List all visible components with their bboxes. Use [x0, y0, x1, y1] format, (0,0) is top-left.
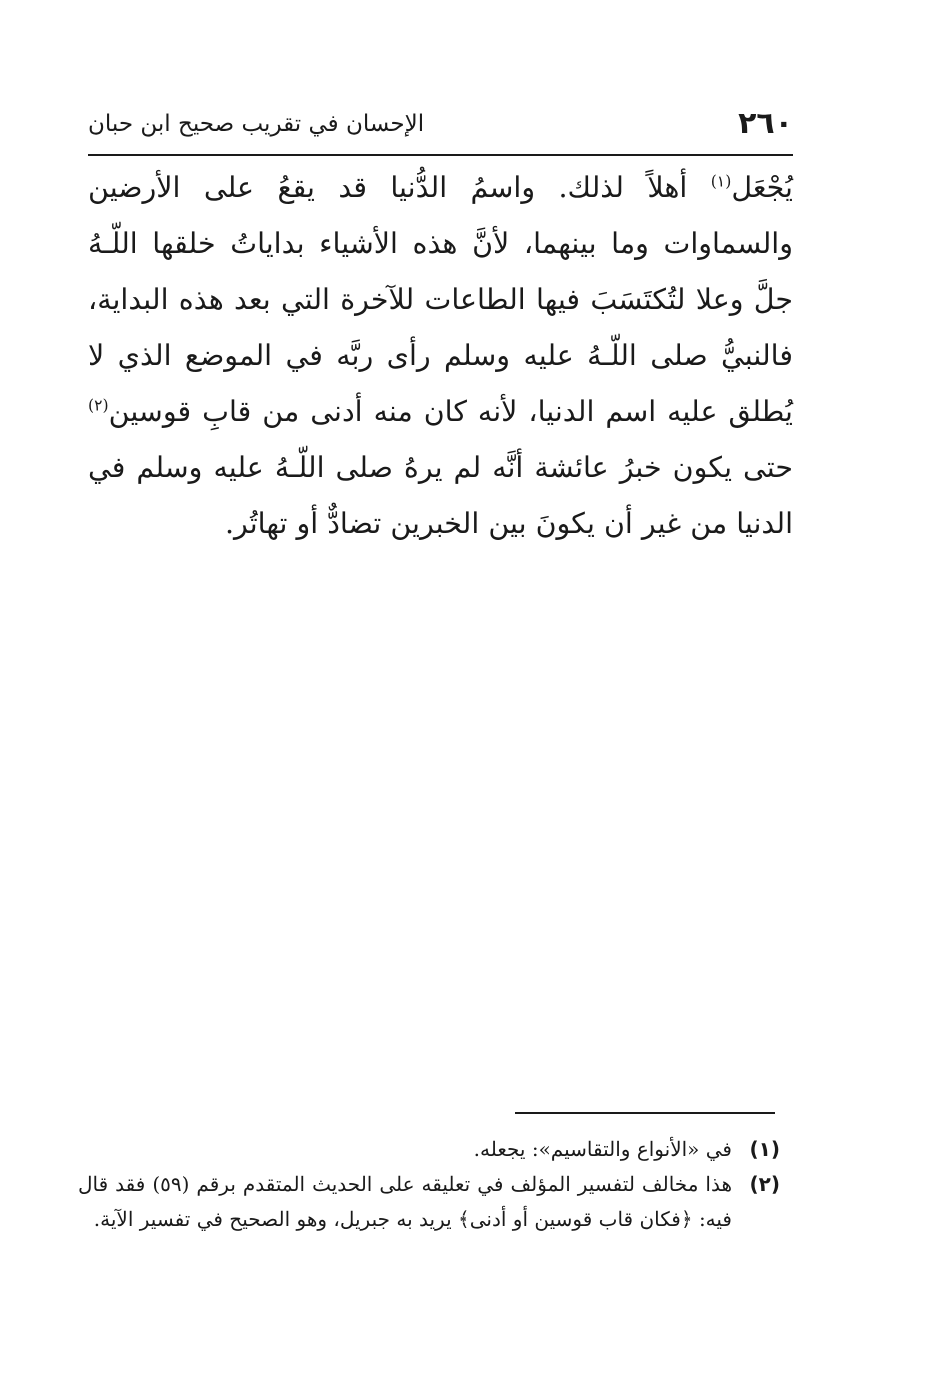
footnote-separator — [515, 1112, 775, 1114]
paragraph-text-part-2: أهلاً لذلك. واسمُ الدُّنيا قد يقعُ على الأرضين والسماوات وما بينهما، لأنَّ هذه الأشياء بداياتُ خلقها اللّـهُ جلَّ وعلا لتُكتَسَبَ فيها الطاعات للآخرة التي بعد هذه البداية، فالنبيُّ صلى اللّـهُ عليه وسلم رأى ربَّه في الموضع الذي لا يُطلق عليه اسم الدنيا، لأنه كان منه أدنى من قابِ قوسين — [88, 171, 793, 428]
footnote-text: هذا مخالف لتفسير المؤلف في تعليقه على الحديث المتقدم برقم (٥٩) فقد قال فيه: ﴿فكان قاب قوسين أو أدنى﴾ يريد به جبريل، وهو الصحيح في تفسير الآية. — [78, 1172, 733, 1231]
footnote-item — [78, 1132, 780, 1167]
page-number: ٢٦٠ — [738, 106, 793, 141]
footnote-item — [78, 1167, 780, 1237]
footnotes — [78, 1132, 780, 1237]
running-header — [88, 98, 793, 150]
footnote-number: (١) — [749, 1137, 780, 1161]
footnote-marker-2: (٢) — [88, 395, 109, 415]
footnote-number: (٢) — [749, 1172, 780, 1196]
header-rule — [88, 154, 793, 156]
paragraph-text-part-1: يُجْعَل — [731, 171, 793, 204]
footnote-text: في «الأنواع والتقاسيم»: يجعله. — [473, 1137, 732, 1161]
book-title: الإحسان في تقريب صحيح ابن حبان — [88, 111, 425, 137]
paragraph-text-part-3: حتى يكون خبرُ عائشة أنَّه لم يرهُ صلى اللّـهُ عليه وسلم في الدنيا من غير أن يكونَ بين الخبرين تضادٌّ أو تهاتُر. — [88, 451, 793, 540]
footnote-marker-1: (١) — [710, 171, 732, 191]
main-paragraph — [88, 160, 793, 552]
